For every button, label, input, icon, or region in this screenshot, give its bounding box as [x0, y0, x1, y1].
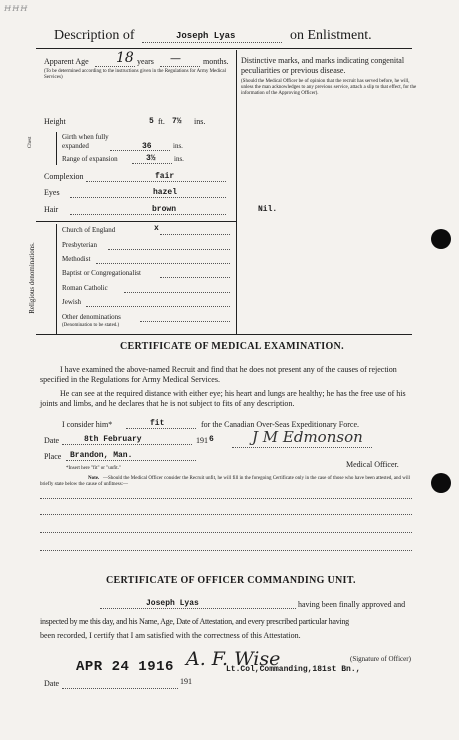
med-year-digit: 6 — [209, 435, 214, 444]
chest-label: Chest — [28, 136, 33, 148]
complexion-value: fair — [155, 172, 175, 181]
consider-label: I consider him* — [62, 420, 113, 429]
consider-value: fit — [150, 419, 165, 428]
commanding-name: Joseph Lyas — [146, 599, 199, 608]
cause-line-2 — [40, 514, 412, 515]
place-dots — [66, 460, 196, 461]
commanding-title: CERTIFICATE OF OFFICER COMMANDING UNIT. — [106, 575, 356, 586]
height-ft: 5 — [149, 117, 154, 126]
signature-dots — [232, 447, 372, 448]
months-label: months. — [203, 57, 229, 66]
religion-dots-1 — [160, 234, 230, 235]
girth-label: Girth when fully expanded — [62, 133, 109, 150]
years-label: years — [137, 57, 154, 66]
header-rule — [36, 48, 412, 49]
cause-line-3 — [40, 532, 412, 533]
ins-label: ins. — [194, 117, 206, 126]
commanding-date-dots — [62, 688, 178, 689]
marks-note: (Should the Medical Officer be of opinion that the recruit has served before, he will, unless the man acknowledges to any previous service, attach a slip to that effect, for the information of the Approving Officer). — [241, 79, 417, 96]
religion-roman-catholic: Roman Catholic — [62, 284, 108, 292]
medical-title: CERTIFICATE OF MEDICAL EXAMINATION. — [120, 341, 344, 352]
medical-para1: I have examined the above-named Recruit and find that he does not present any of the causes of rejection specified in the Regulations for Army Medical Services. — [40, 365, 397, 384]
eyes-dots — [70, 197, 226, 198]
officer-signature-label: (Signature of Officer) — [350, 655, 411, 663]
religion-dots-4 — [160, 277, 230, 278]
consider-dots — [126, 428, 196, 429]
ft-label: ft. — [158, 117, 165, 126]
apr-stamp: APR 24 1916 — [76, 659, 174, 675]
age-dots — [95, 66, 135, 67]
note-text: —Should the Medical Officer consider the Recruit unfit, he will fill in the foregoing Certificate only in the case of those who have been attested, and will briefly state below the cause of unfitness:— — [40, 476, 411, 487]
eyes-label: Eyes — [44, 188, 60, 197]
girth-value: 36 — [142, 142, 152, 151]
religion-baptist: Baptist or Congregationalist — [62, 269, 141, 277]
hair-label: Hair — [44, 205, 59, 214]
medical-signature: J M Edmonson — [252, 428, 363, 446]
religion-dots-2 — [108, 249, 230, 250]
complexion-label: Complexion — [44, 172, 84, 181]
religion-dots-7 — [140, 321, 230, 322]
cause-line-1 — [40, 498, 412, 499]
consider-for: for the Canadian Over-Seas Expeditionary Force. — [201, 420, 360, 429]
months-value: — — [170, 52, 181, 65]
corner-mark: ꟸꟸꟸ — [4, 4, 29, 19]
commanding-line3: been recorded, I certify that I am satisfied with the correctness of this Attestation. — [40, 631, 301, 640]
insert-note: *Insert here "fit" or "unfit." — [66, 466, 121, 471]
place-value: Brandon, Man. — [70, 451, 133, 460]
religion-box-top — [36, 221, 236, 222]
religion-mark: x — [154, 224, 159, 233]
apparent-age-label: Apparent Age — [44, 57, 89, 66]
range-label: Range of expansion — [62, 155, 118, 163]
med-year-prefix: 191 — [196, 436, 208, 445]
girth-dots — [110, 150, 170, 151]
medical-officer-label: Medical Officer. — [346, 460, 399, 469]
section-rule-1 — [36, 334, 412, 335]
religion-jewish: Jewish — [62, 298, 82, 306]
column-divider — [236, 50, 237, 334]
commanding-date-label: Date — [44, 679, 60, 688]
ins-label-3: ins. — [174, 155, 184, 163]
age-value: 18 — [116, 50, 134, 66]
height-label: Height — [44, 117, 66, 126]
header-on-enlistment: on Enlistment. — [290, 28, 372, 43]
religion-methodist: Methodist — [62, 255, 91, 263]
religion-other: Other denominations — [62, 313, 121, 321]
age-note: (To be determined according to the instructions given in the Regulations for Army Medical Services) — [44, 69, 226, 80]
header-name-line — [142, 42, 282, 43]
complexion-dots — [86, 181, 226, 182]
med-date-label: Date — [44, 436, 60, 445]
marks-heading: Distinctive marks, and marks indicating congenital peculiarities or previous disease. — [241, 56, 405, 75]
place-label: Place — [44, 452, 62, 461]
rank-line: Lt.Col,Commanding,181st Bn., — [226, 665, 361, 674]
note-label: Note. — [88, 476, 100, 481]
religion-bracket — [56, 224, 57, 334]
religion-dots-6 — [86, 306, 230, 307]
med-date-value: 8th February — [84, 435, 142, 444]
ins-label-2: ins. — [173, 142, 183, 150]
religion-presbyterian: Presbyterian — [62, 241, 97, 249]
height-in: 7½ — [172, 117, 182, 126]
commanding-name-dots — [100, 608, 296, 609]
med-date-dots — [62, 444, 192, 445]
chest-bracket — [56, 132, 57, 165]
header-description-of: Description of — [54, 28, 135, 43]
punch-hole-bottom — [431, 473, 451, 493]
religion-dots-5 — [124, 292, 230, 293]
hair-value: brown — [152, 205, 177, 214]
months-dots — [160, 66, 200, 67]
punch-hole-top — [431, 229, 451, 249]
commanding-line2: inspected by me this day, and his Name, Age, Date of Attestation, and every prescribed particular having — [40, 617, 349, 626]
eyes-value: hazel — [153, 188, 178, 197]
religion-church-of-england: Church of England — [62, 226, 116, 234]
range-value: 3½ — [146, 154, 156, 163]
header-name: Joseph Lyas — [176, 31, 236, 41]
marks-value: Nil. — [258, 205, 278, 214]
religion-other-note: (Denomination to be stated.) — [62, 323, 120, 328]
religion-heading: Religious denominations. — [28, 242, 36, 314]
cause-line-4 — [40, 550, 412, 551]
commanding-line1: having been finally approved and — [298, 600, 406, 609]
range-dots — [132, 163, 172, 164]
medical-para2: He can see at the required distance with either eye; his heart and lungs are healthy; he has the free use of his joints and limbs, and he declares that he is not subject to fits of any description. — [40, 389, 406, 408]
commanding-signature: A. F. Wise — [186, 648, 281, 670]
commanding-year-prefix: 191 — [180, 677, 192, 686]
hair-dots — [70, 214, 226, 215]
religion-dots-3 — [96, 263, 230, 264]
